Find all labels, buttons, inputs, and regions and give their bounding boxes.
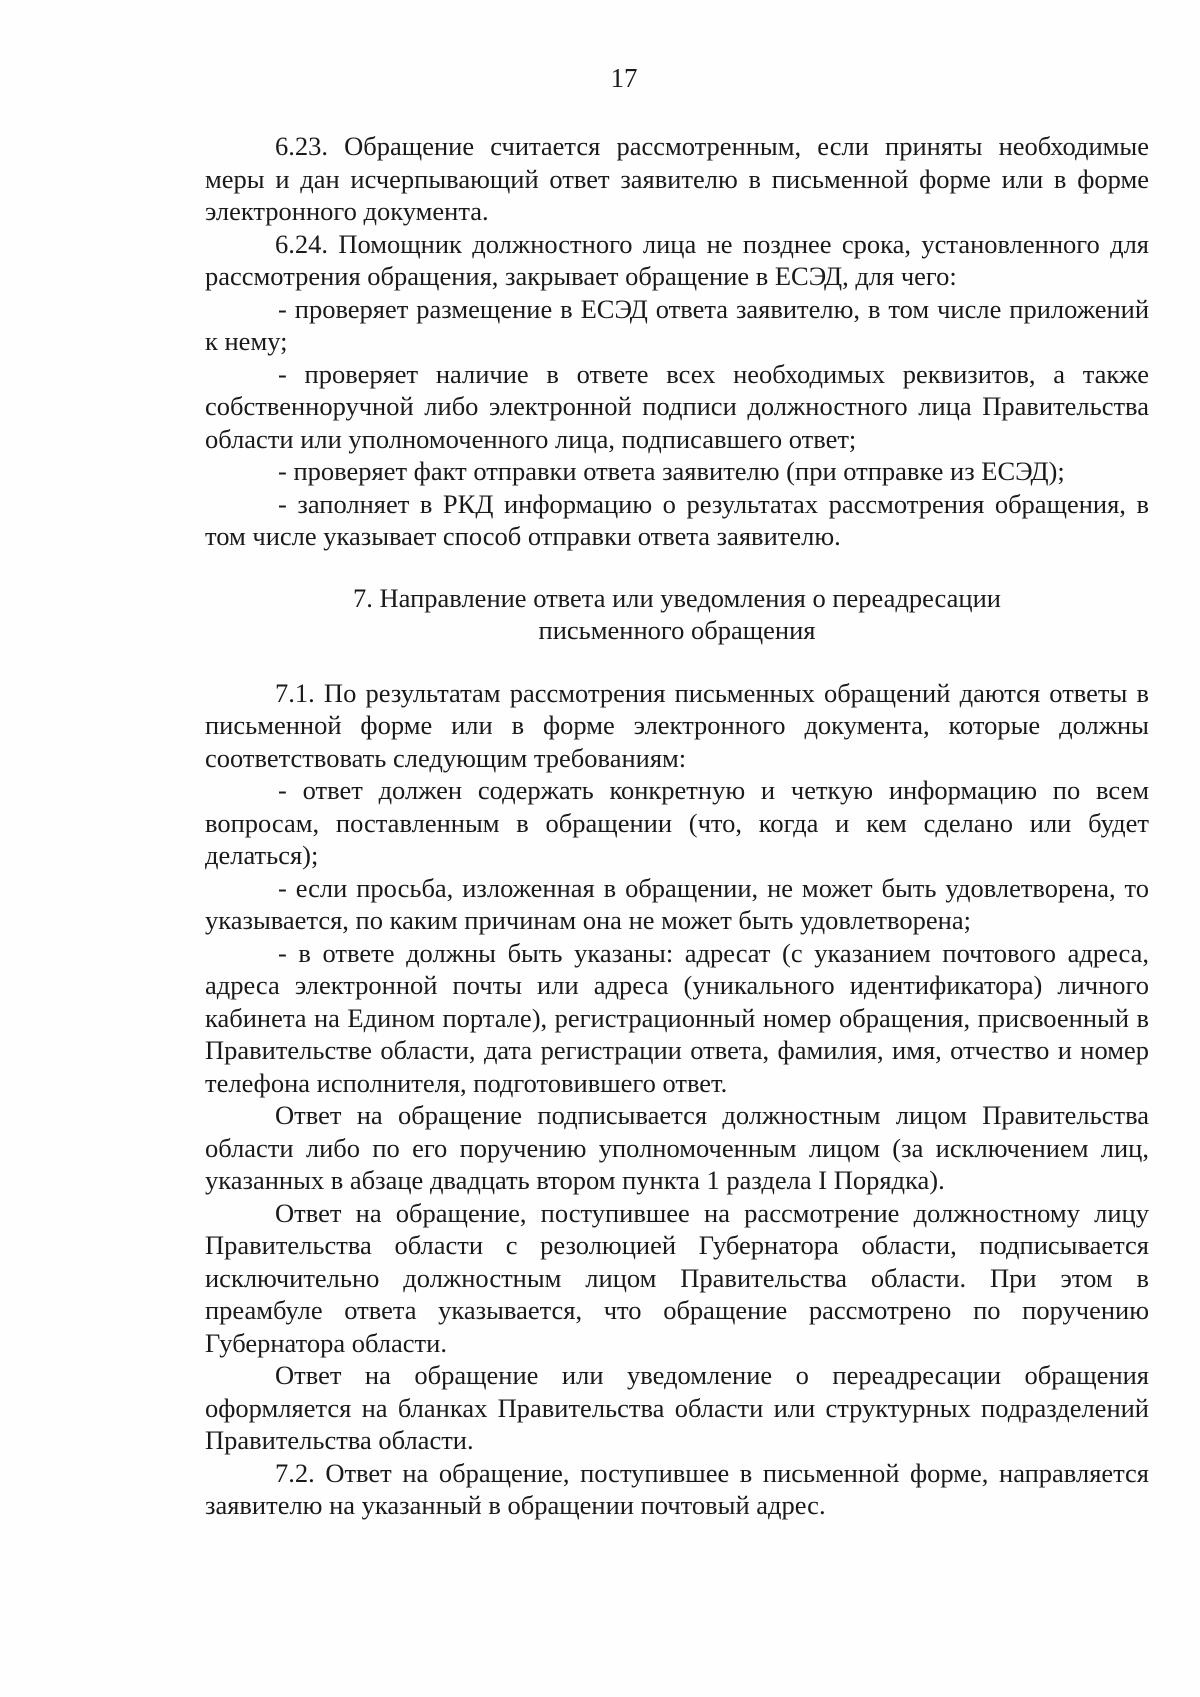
document-body [205, 130, 1149, 1522]
section-7-heading-line-1: 7. Направление ответа или уведомления о переадресации [353, 582, 1001, 613]
list-item-check-requisites: - проверяет наличие в ответе всех необходимых реквизитов, а также собственноручной либо электронной подписи должностного лица Правительства области или уполномоченного лица, подписавшего ответ; [205, 358, 1149, 454]
list-item-answer-content: - ответ должен содержать конкретную и четкую информацию по всем вопросам, поставленным в обращении (что, когда и кем сделано или будет делаться); [205, 775, 1149, 870]
paragraph-answer-signature: Ответ на обращение подписывается должностным лицом Правительства области либо по его поручению уполномоченным лицом (за исключением лиц, указанных в абзаце двадцать втором пункта 1 раздела I Порядка). [205, 1100, 1149, 1195]
page-number: 17 [610, 63, 638, 93]
list-item-answer-details: - в ответе должны быть указаны: адресат (с указанием почтового адреса, адреса электронной почты или адреса (уникального идентификатора) личного кабинета на Едином портале), регистрационный номер обращения, присвоенный в Правительстве области, дата регистрации ответа, фамилия, имя, отчество и номер телефона исполнителя, подготовившего ответ. [205, 937, 1149, 1098]
list-item-request-rejected: - если просьба, изложенная в обращении, не может быть удовлетворена, то указывается, по каким причинам она не может быть удовлетворена; [205, 872, 1149, 935]
paragraph-6-24: 6.24. Помощник должностного лица не позднее срока, установленного для рассмотрения обращения, закрывает обращение в ЕСЭД, для чего: [205, 228, 1149, 291]
paragraph-answer-forms: Ответ на обращение или уведомление о переадресации обращения оформляется на бланках Правительства области или структурных подразделений Правительства области. [205, 1360, 1149, 1455]
paragraph-7-1: 7.1. По результатам рассмотрения письменных обращений даются ответы в письменной форме или в форме электронного документа, которые должны соответствовать следующим требованиям: [205, 677, 1149, 773]
paragraph-6-23: 6.23. Обращение считается рассмотренным, если приняты необходимые меры и дан исчерпывающий ответ заявителю в письменной форме или в форме электронного документа. [205, 131, 1149, 226]
list-item-fill-rkd: - заполняет в РКД информацию о результатах рассмотрения обращения, в том числе указывает способ отправки ответа заявителю. [205, 488, 1149, 551]
paragraph-governor-resolution: Ответ на обращение, поступившее на рассмотрение должностному лицу Правительства области с резолюцией Губернатора области, подписывается исключительно должностным лицом Правительства области. При этом в преамбуле ответа указывается, что обращение рассмотрено по поручению Губернатора области. [205, 1197, 1149, 1358]
list-item-check-sending: - проверяет факт отправки ответа заявителю (при отправке из ЕСЭД); [278, 456, 1065, 486]
section-7-heading-line-2: письменного обращения [538, 614, 816, 645]
list-item-check-placement: - проверяет размещение в ЕСЭД ответа заявителю, в том числе приложений к нему; [205, 293, 1149, 356]
section-7-heading [205, 582, 1149, 646]
paragraph-7-2: 7.2. Ответ на обращение, поступившее в письменной форме, направляется заявителю на указанный в обращении почтовый адрес. [205, 1457, 1149, 1520]
